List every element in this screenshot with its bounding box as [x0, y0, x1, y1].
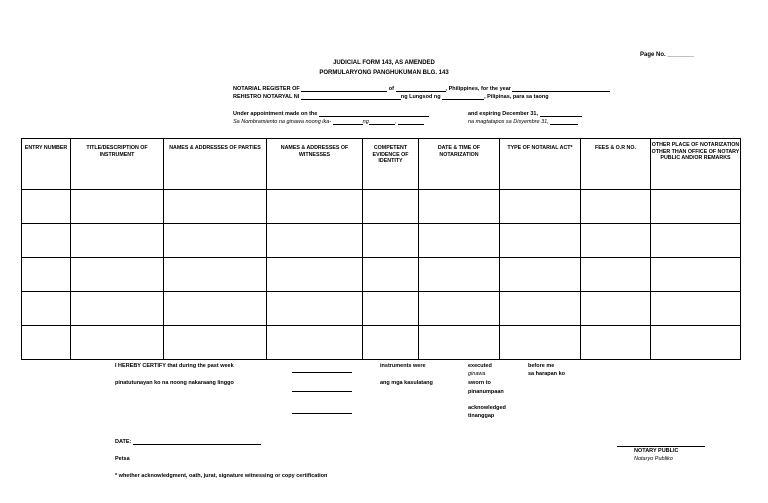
date-label: DATE: [115, 439, 132, 445]
table-cell[interactable] [164, 224, 267, 258]
certify-text-tl: pinatutunayan ko na noong nakaraang linggo [115, 380, 234, 386]
table-row [22, 292, 741, 326]
count-line-2[interactable] [292, 391, 352, 392]
table-cell[interactable] [363, 190, 419, 224]
column-header: NAMES & ADDRESSES OF PARTIES [164, 139, 267, 190]
table-cell[interactable] [267, 190, 363, 224]
table-cell[interactable] [419, 258, 500, 292]
appointment-day-field[interactable] [333, 124, 363, 125]
city-field-tl[interactable] [442, 99, 484, 100]
register-of-en: of [388, 86, 394, 92]
appointment-label-tl: Sa Nombramiento na ginawa noong ika- [233, 119, 332, 125]
before-me-label: before me [528, 363, 555, 369]
column-header: COMPETENT EVIDENCE OF IDENTITY [363, 139, 419, 190]
table-cell[interactable] [651, 292, 741, 326]
column-header: FEES & O.R NO. [581, 139, 651, 190]
register-line-en [233, 86, 610, 92]
appointment-en [233, 111, 429, 117]
date-line [115, 439, 261, 445]
register-prefix-tl: REHISTRO NOTARYAL NI [233, 94, 300, 100]
count-line-1[interactable] [292, 372, 352, 373]
date-field[interactable] [133, 444, 261, 445]
count-line-3[interactable] [292, 413, 352, 414]
acknowledged-label: acknowledged [468, 405, 506, 411]
table-cell[interactable] [71, 190, 164, 224]
table-cell[interactable] [363, 326, 419, 360]
table-cell[interactable] [419, 190, 500, 224]
table-cell[interactable] [651, 190, 741, 224]
column-header: NAMES & ADDRESSES OF WITNESSES [267, 139, 363, 190]
table-cell[interactable] [419, 224, 500, 258]
footnote: * whether acknowledgment, oath, jurat, signature witnessing or copy certification [115, 473, 328, 479]
table-cell[interactable] [651, 258, 741, 292]
executed-label-tl: ginawa [468, 371, 486, 377]
city-field[interactable] [396, 91, 446, 92]
executed-label: executed [468, 363, 492, 369]
appointment-year-field[interactable] [398, 124, 424, 125]
form-title: JUDICIAL FORM 143, AS AMENDED [333, 60, 435, 66]
table-cell[interactable] [500, 224, 581, 258]
table-cell[interactable] [164, 326, 267, 360]
table-row [22, 258, 741, 292]
table-cell[interactable] [500, 258, 581, 292]
table-header-row [22, 139, 741, 190]
expiry-en [468, 111, 582, 117]
table-cell[interactable] [22, 258, 71, 292]
notary-public-label: NOTARY PUBLIC [634, 448, 679, 454]
table-cell[interactable] [419, 292, 500, 326]
expiry-tl [468, 119, 578, 125]
register-line-tl [233, 94, 549, 100]
column-header: DATE & TIME OF NOTARIZATION [419, 139, 500, 190]
sworn-label-tl: pinanumpaan [468, 389, 504, 395]
register-suffix-en: , Philippines, for the year [445, 86, 511, 92]
table-row [22, 326, 741, 360]
notary-signature-line[interactable] [617, 446, 705, 447]
appointment-tl: Sa Nombramiento na ginawa noong ika- ng , [233, 119, 424, 125]
expiry-year-field[interactable] [540, 116, 582, 117]
table-cell[interactable] [363, 258, 419, 292]
date-label-tl: Petsa [115, 456, 130, 462]
table-row [22, 190, 741, 224]
expiry-year-field-tl[interactable] [550, 124, 578, 125]
instruments-label: instruments were [380, 363, 426, 369]
table-cell[interactable] [267, 258, 363, 292]
before-me-label-tl: sa harapan ko [528, 371, 565, 377]
notary-public-label-tl: Notaryo Publiko [634, 456, 673, 462]
table-cell[interactable] [164, 258, 267, 292]
table-cell[interactable] [267, 326, 363, 360]
table-cell[interactable] [363, 224, 419, 258]
table-cell[interactable] [71, 258, 164, 292]
register-prefix-en: NOTARIAL REGISTER OF [233, 86, 300, 92]
year-field[interactable] [512, 91, 610, 92]
notary-name-field[interactable] [301, 91, 387, 92]
table-cell[interactable] [581, 292, 651, 326]
table-cell[interactable] [71, 292, 164, 326]
register-suffix-tl: , Pilipinas, para sa taong [484, 94, 549, 100]
table-row [22, 224, 741, 258]
table-cell[interactable] [71, 326, 164, 360]
sworn-label: sworn to [468, 380, 491, 386]
certify-text-en: I HEREBY CERTIFY that during the past week [115, 363, 234, 369]
register-mid-tl: ng Lungsod ng [400, 94, 441, 100]
table-cell[interactable] [164, 292, 267, 326]
table-cell[interactable] [22, 224, 71, 258]
column-header: TITLE/DESCRIPTION OF INSTRUMENT [71, 139, 164, 190]
expiry-label-en: and expiring December 31, [468, 111, 538, 117]
form-subtitle: PORMULARYONG PANGHUKUMAN BLG. 143 [319, 70, 449, 76]
table-cell[interactable] [581, 326, 651, 360]
table-cell[interactable] [22, 292, 71, 326]
appointment-date-field[interactable] [319, 116, 429, 117]
table-cell[interactable] [651, 326, 741, 360]
table-cell[interactable] [500, 190, 581, 224]
notarial-register-table [21, 138, 741, 360]
page-number-label: Page No. ________ [640, 52, 695, 58]
expiry-label-tl: na magtatapos sa Disyembre 31, [468, 119, 549, 125]
instruments-label-tl: ang mga kasulatang [380, 380, 433, 386]
table-cell[interactable] [500, 292, 581, 326]
column-header: ENTRY NUMBER [22, 139, 71, 190]
table-cell[interactable] [419, 326, 500, 360]
table-cell[interactable] [363, 292, 419, 326]
table-cell[interactable] [581, 190, 651, 224]
table-cell[interactable] [164, 190, 267, 224]
table-cell[interactable] [651, 224, 741, 258]
appointment-sep-tl: ng [362, 119, 369, 125]
appointment-label-en: Under appointment made on the [233, 111, 318, 117]
column-header: TYPE OF NOTARIAL ACT* [500, 139, 581, 190]
table-cell[interactable] [581, 258, 651, 292]
table-cell[interactable] [267, 292, 363, 326]
table-cell[interactable] [267, 224, 363, 258]
table-cell[interactable] [22, 190, 71, 224]
table-cell[interactable] [22, 326, 71, 360]
notary-name-field-tl[interactable] [301, 99, 401, 100]
table-cell[interactable] [581, 224, 651, 258]
appointment-month-field[interactable] [369, 124, 395, 125]
acknowledged-label-tl: tinanggap [468, 413, 495, 419]
table-cell[interactable] [500, 326, 581, 360]
column-header: OTHER PLACE OF NOTARIZATION OTHER THAN OFFICE OF NOTARY PUBLIC AND/OR REMARKS [651, 139, 741, 190]
table-cell[interactable] [71, 224, 164, 258]
